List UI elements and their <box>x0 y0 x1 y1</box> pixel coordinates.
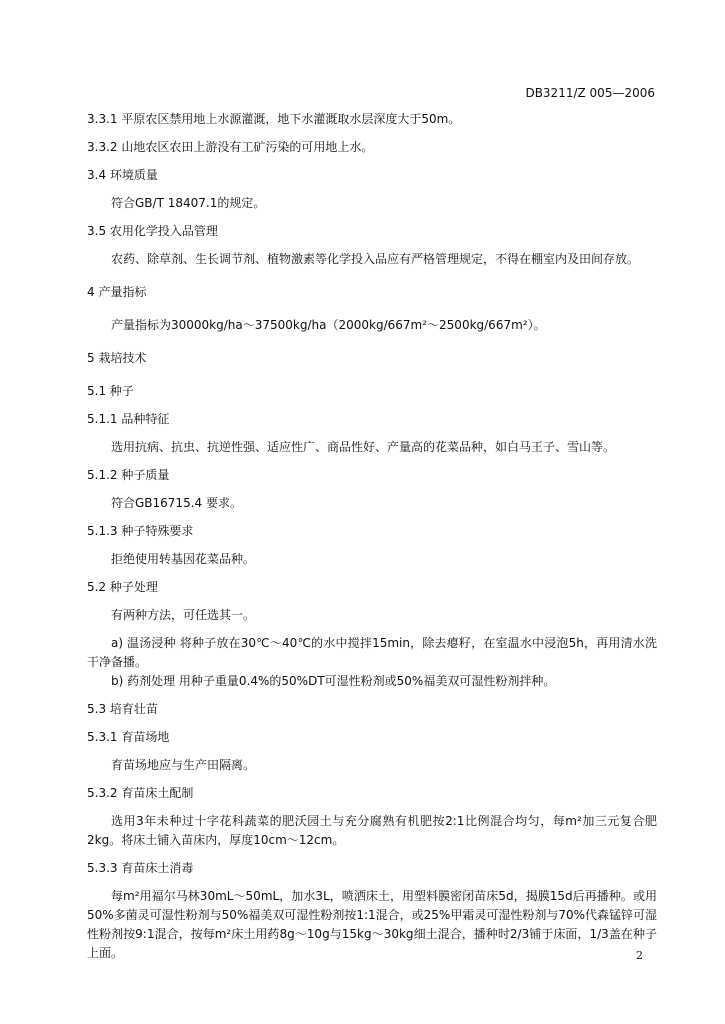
clause-5-3-2: 5.3.2 育苗床土配制 <box>87 786 194 800</box>
paragraph-4: 产量指标为30000kg/ha～37500kg/ha（2000kg/667m²～2500kg/667m²）。 <box>111 318 546 332</box>
clause-3-3-1: 3.3.1 平原农区禁用地上水源灌溉，地下水灌溉取水层深度大于50m。 <box>87 112 461 126</box>
paragraph-5-2-b: b) 药剂处理 用种子重量0.4%的50%DT可湿性粉剂或50%福美双可湿性粉剂拌种。 <box>111 674 556 688</box>
paragraph-5-1-1: 选用抗病、抗虫、抗逆性强、适应性广、商品性好、产量高的花菜品种，如白马王子、雪山等。 <box>111 440 616 454</box>
document-header-code: DB3211/Z 005—2006 <box>525 86 655 100</box>
section-heading-5-2: 5.2 种子处理 <box>87 580 158 594</box>
paragraph-5-2: 有两种方法，可任选其一。 <box>111 608 256 622</box>
section-heading-5-3: 5.3 培育壮苗 <box>87 702 158 716</box>
clause-5-1-2: 5.1.2 种子质量 <box>87 468 170 482</box>
clause-3-3-2: 3.3.2 山地农区农田上游没有工矿污染的可用地上水。 <box>87 140 374 154</box>
paragraph-5-2-a: a) 温汤浸种 将种子放在30℃～40℃的水中搅拌15min，除去瘪籽，在室温水中浸泡5h，再用清水洗干净备播。 <box>87 636 657 669</box>
section-heading-3-5: 3.5 农用化学投入品管理 <box>87 224 218 238</box>
paragraph-5-3-1: 育苗场地应与生产田隔离。 <box>111 758 256 772</box>
page-number: 2 <box>636 949 643 962</box>
section-heading-5: 5 栽培技术 <box>87 351 147 365</box>
document-body <box>87 110 657 963</box>
paragraph-3-5: 农药、除草剂、生长调节剂、植物激素等化学投入品应有严格管理规定，不得在棚室内及田间存放。 <box>111 252 640 266</box>
clause-5-1-3: 5.1.3 种子特殊要求 <box>87 524 194 538</box>
clause-5-1-1: 5.1.1 品种特征 <box>87 412 170 426</box>
section-heading-4: 4 产量指标 <box>87 285 147 299</box>
paragraph-5-1-2: 符合GB16715.4 要求。 <box>111 496 242 510</box>
clause-5-3-3: 5.3.3 育苗床土消毒 <box>87 861 194 875</box>
paragraph-5-1-3: 拒绝使用转基因花菜品种。 <box>111 552 256 566</box>
paragraph-3-4: 符合GB/T 18407.1的规定。 <box>111 196 266 210</box>
section-heading-5-1: 5.1 种子 <box>87 384 134 398</box>
paragraph-5-3-3: 每m²用福尔马林30mL～50mL，加水3L，喷洒床土，用塑料膜密闭苗床5d，揭膜15d后再播种。或用50%多菌灵可湿性粉剂与50%福美双可湿性粉剂按1:1混合，或25%甲霜灵可湿性粉剂与70%代森锰锌可湿性粉剂按9:1混合，按每m²床土用药8g～10g与15kg～30kg细土混合，播种时2/3铺于床面，1/3盖在种子上面。 <box>87 889 658 960</box>
paragraph-5-3-2: 选用3年未种过十字花科蔬菜的肥沃园土与充分腐熟有机肥按2:1比例混合均匀，每m²加三元复合肥2kg。将床土铺入苗床内，厚度10cm～12cm。 <box>87 814 657 847</box>
section-heading-3-4: 3.4 环境质量 <box>87 168 158 182</box>
clause-5-3-1: 5.3.1 育苗场地 <box>87 730 170 744</box>
